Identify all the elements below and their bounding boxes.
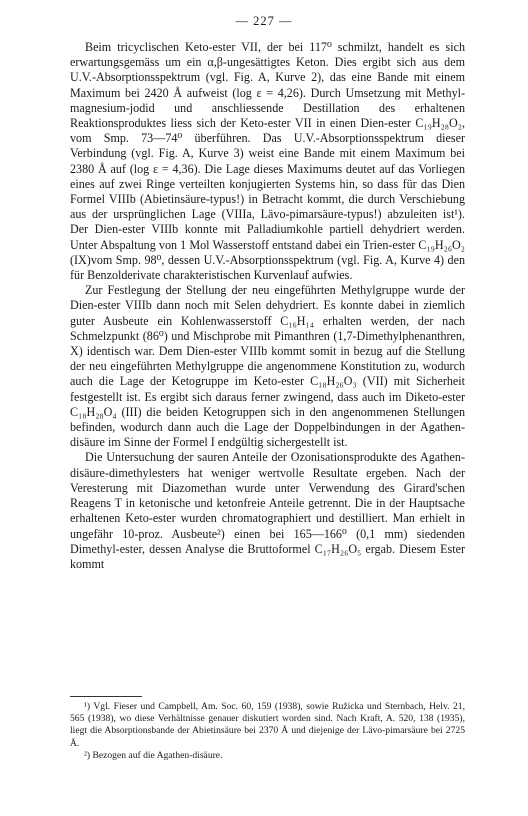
- page-number: — 227 —: [235, 14, 293, 28]
- footnote-2: ²) Bezogen auf die Agathen-disäure.: [84, 749, 223, 761]
- footnote-divider: [70, 696, 142, 697]
- footnotes: [70, 701, 465, 762]
- paragraph-methylgruppe: Zur Festlegung der Stellung der neu eingeführten Methylgruppe wurde der Dien-ester VIIIb dann noch mit Selen dehydriert. Es konnte dabei in ziemlich guter Ausbeute ein Kohlenwasserstoff C₁₆H₁₄ erhalten werden, der nach Schmelzpunkt (86⁰) und Mischprobe mit Pimanthren (1,7-Dimethylphenanthren, X) identisch war. Dem Dien-ester VIIIb kommt somit in bezug auf die Stellung der neu eingeführten Methylgruppe die angenommene Konstitution zu, wodurch auch die Lage der Ketogruppe im Keto-ester C₁₈H₂₆O₃ (VII) mit Sicherheit festgestellt ist. Es ergibt sich daraus ferner zwingend, dass auch im Diketo-ester C₁₈H₂₈O₄ (III) die beiden Ketogruppen sich in den angenommenen Stellungen befinden, wodurch dann auch die Lage der Doppelbindungen in der Agathen-disäure im Sinne der Formel I endgültig sichergestellt ist.: [70, 283, 465, 450]
- footnote-1: ¹) Vgl. Fieser und Campbell, Am. Soc. 60, 159 (1938), sowie Ružicka und Sternbach, Helv. 21, 565 (1938), wo diese Verhältnisse genauer diskutiert worden sind. Nach Kraft, A. 520, 138 (1935), liegt die Absorptionsbande der Abietinsäure bei 2370 Å und diejenige der Lävo-pimarsäure bei 2725 Å.: [70, 701, 465, 749]
- paragraph-keto-ester-vii: Beim tricyclischen Keto-ester VII, der bei 117⁰ schmilzt, handelt es sich erwartungsgemäss um ein α,β-ungesättigtes Keton. Dies ergibt sich aus dem U.V.-Absorptionsspektrum (vgl. Fig. A, Kurve 2), das eine Bande mit einem Maximum bei 2420 Å aufweist (log ε = 4,26). Durch Umsetzung mit Methyl-magnesium-jodid und anschliessende Destillation des erhaltenen Reaktionsproduktes liess sich der Keto-ester VII in einen Dien-ester C₁₉H₂₈O₂, vom Smp. 73—74⁰ überführen. Das U.V.-Absorptionsspektrum dieser Verbindung (vgl. Fig. A, Kurve 3) weist eine Bande mit einem Maximum bei 2380 Å auf (log ε = 4,36). Die Lage dieses Maximums deutet auf das Vorliegen eines auf zwei Ringe verteilten konjugierten Systems hin, so dass für das Dien Formel VIIIb (Abietinsäure-typus!) in Betracht kommt, die durch Verschiebung aus der ursprünglichen Lage (VIIIa, Lävo-pimarsäure-typus!) abzuleiten ist¹). Der Dien-ester VIIIb konnte mit Palladiumkohle partiell dehydriert werden. Unter Abspaltung von 1 Mol Wasserstoff entstand dabei ein Trien-ester C₁₉H₂₆O₂ (IX)vom Smp. 98⁰, dessen U.V.-Absorptionsspektrum (vgl. Fig. A, Kurve 4) den für Benzolderivate charakteristischen Kurvenlauf aufwies.: [70, 40, 465, 283]
- body-text: [70, 40, 465, 572]
- paragraph-ozonisation: Die Untersuchung der sauren Anteile der Ozonisationsprodukte des Agathen-disäure-dimethylesters hat weniger wertvolle Resultate ergeben. Nach der Veresterung mit Diazomethan wurde unter Verwendung des Girard'schen Reagens T in ketonische und ketonfreie Anteile getrennt. Die in der Hauptsache erhaltenen Keto-ester wurden chromatographiert und destilliert. Man erhielt in ungefähr 10-proz. Ausbeute²) einen bei 165—166⁰ (0,1 mm) siedenden Dimethyl-ester, dessen Analyse die Bruttoformel C₁₇H₂₆O₅ ergab. Diesem Ester kommt: [70, 450, 465, 571]
